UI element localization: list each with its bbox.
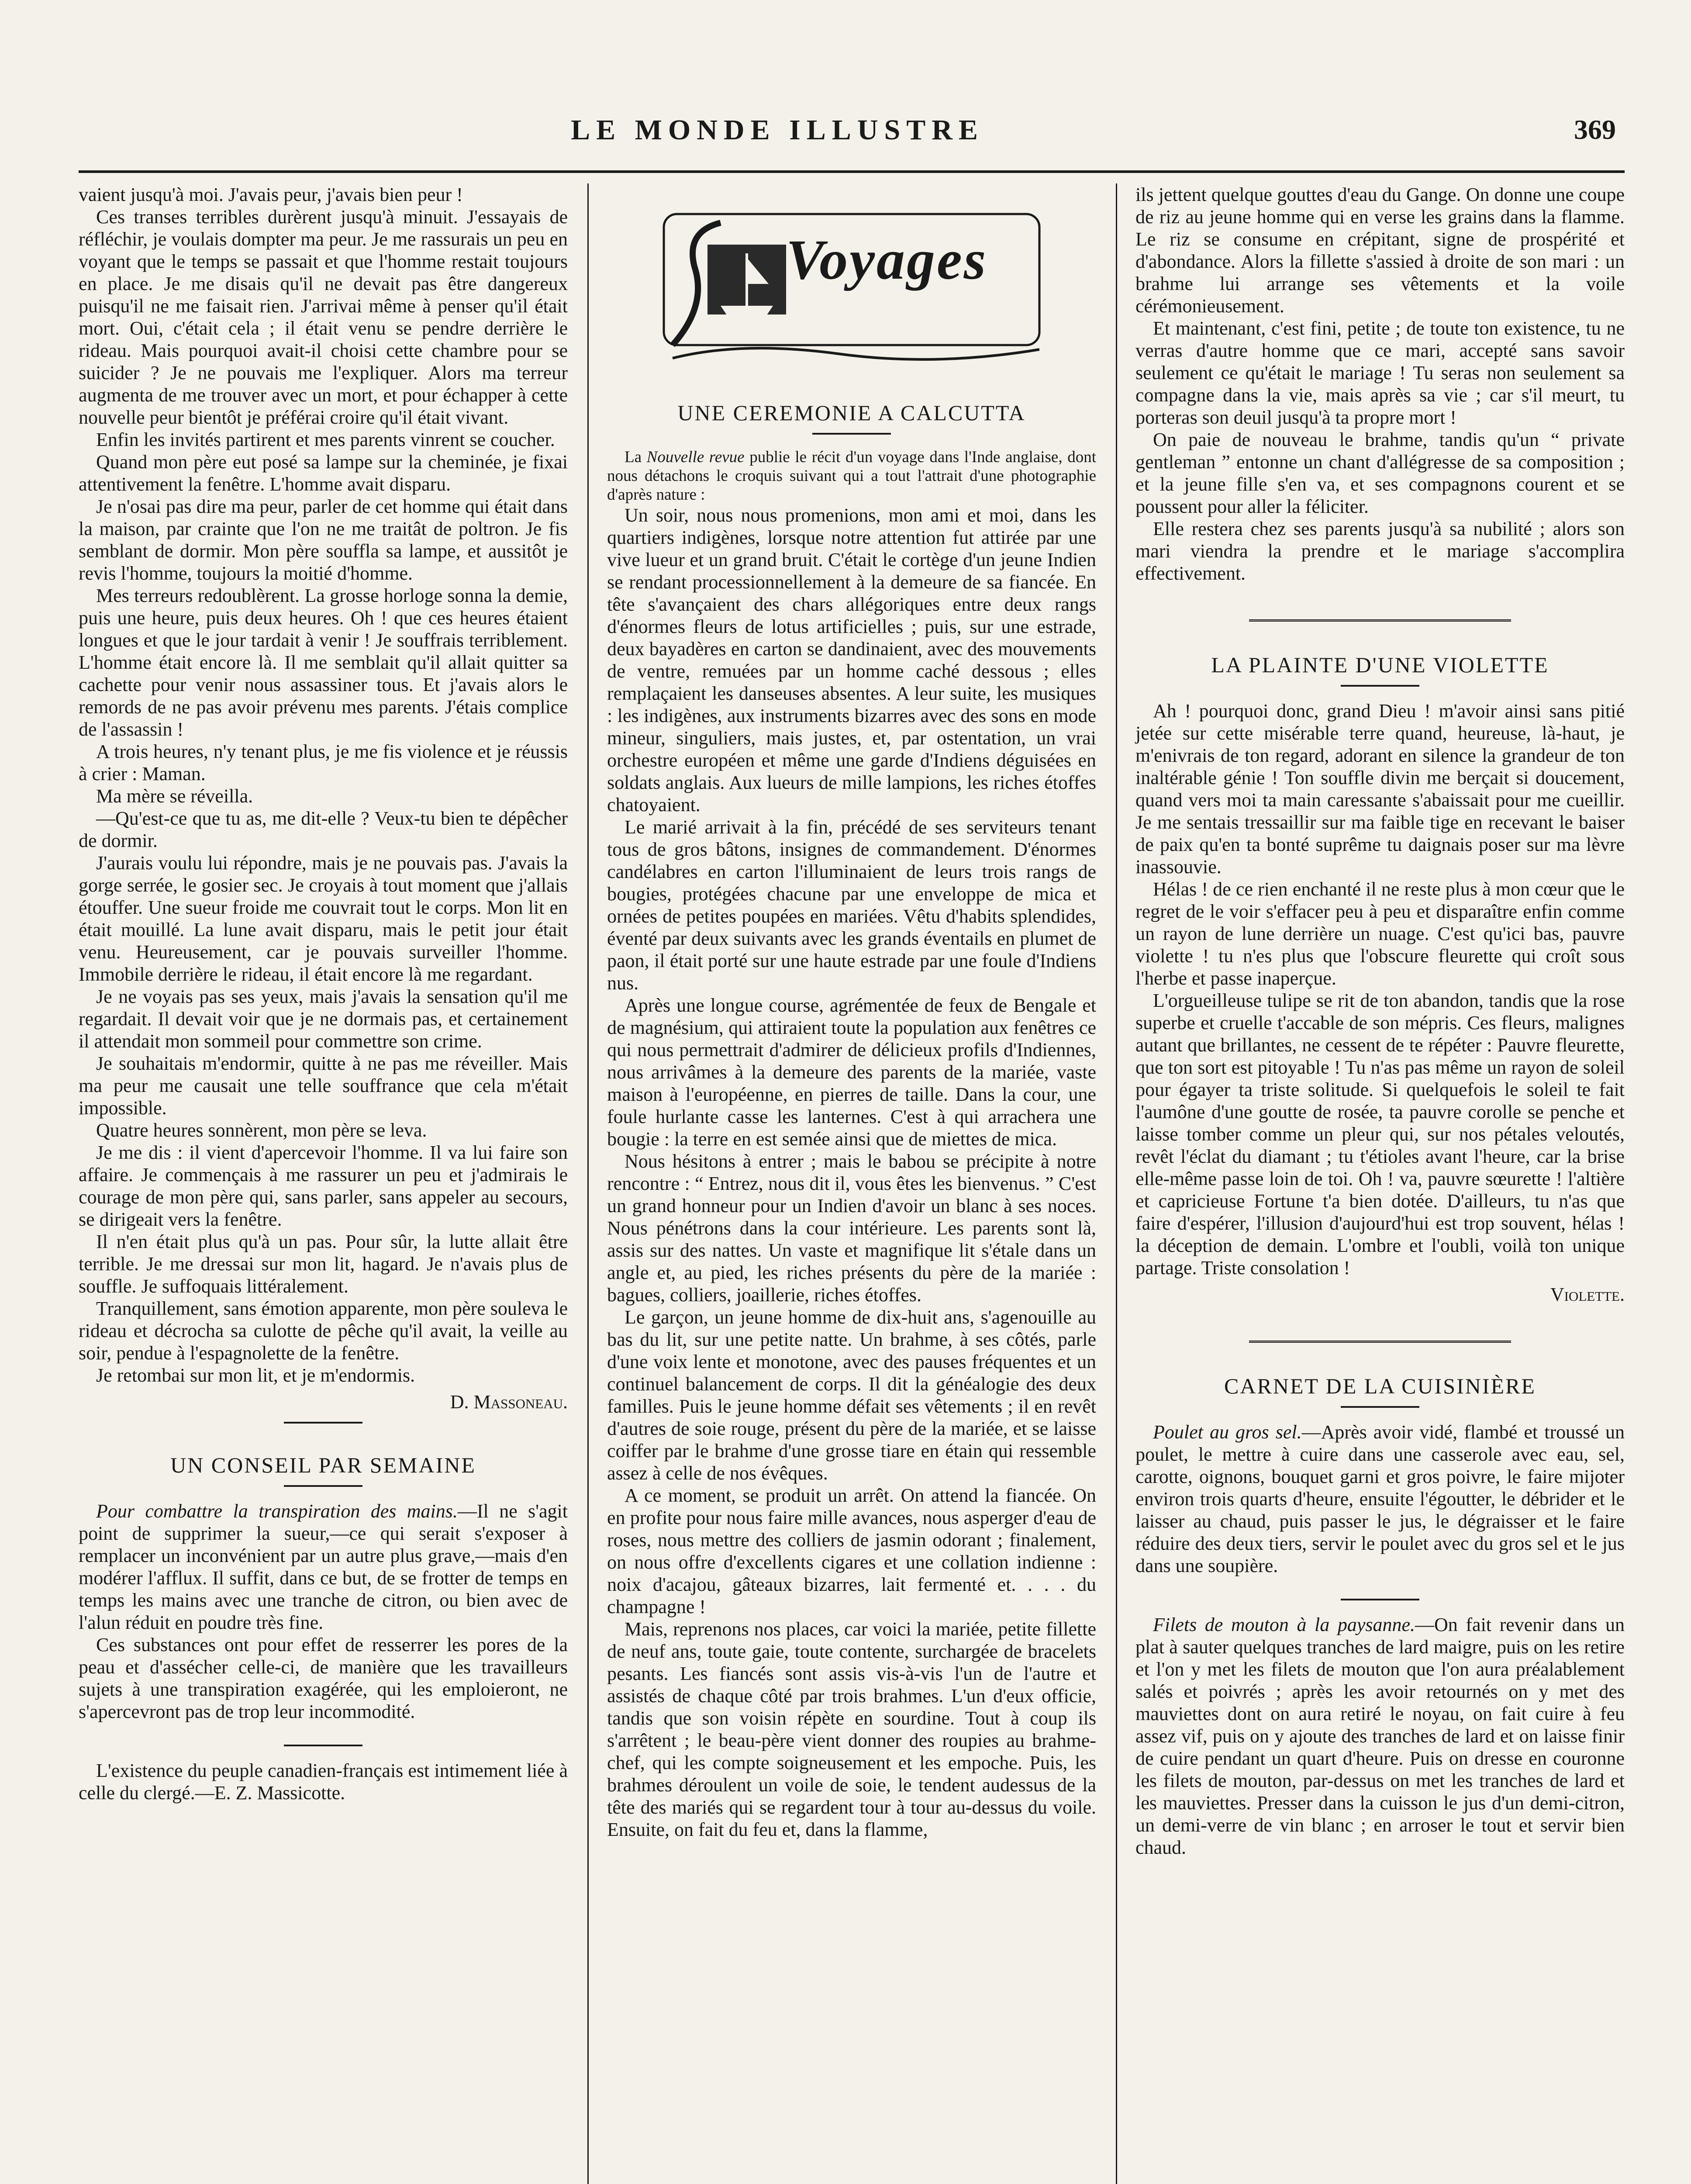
article-paragraph: Nous hésitons à entrer ; mais le babou se précipite à notre rencontre : “ Entrez, nous dit il, vous êtes les bienvenus. ” C'est un grand honneur pour un Indien d'avoir un blanc à ses noces. Nous pénétrons dans la cour intérieure. Les parents sont là, assis sur des nattes. Un vaste et magnifique lit s'étale dans un angle et, au pied, les riches présents du père de la mariée : bagues, colliers, joaillerie, riches étoffes.	[607, 1151, 1096, 1306]
column-1	[79, 183, 568, 1804]
section-rule	[812, 433, 891, 435]
publication-title: LE MONDE ILLUSTRE	[571, 114, 984, 146]
violette-paragraph: Ah ! pourquoi donc, grand Dieu ! m'avoir ainsi sans pitié jetée sur cette misérable terre quand, heureuse, là-haut, je m'enivrais de ton regard, adorant en silence la grandeur de ton inaltérable génie ! Ton souffle divin me berçait si doucement, quand vers moi ta main caressante s'abaissait pour me cueillir. Je me sentais tressaillir sur ma faible tige en recevant le baiser de paix qu'en ta bonté suprême tu daignais poser sur ma lèvre inassouvie.	[1135, 700, 1625, 878]
section-heading-conseil: UN CONSEIL PAR SEMAINE	[170, 1453, 476, 1477]
header-rule	[79, 170, 1625, 173]
author-signature: Violette.	[1550, 1284, 1625, 1305]
article-paragraph: On paie de nouveau le brahme, tandis qu'un “ private gentleman ” entonne un chant d'allégresse de sa composition ; et la jeune fille s'en va, et ses compagnons courent et se poussent pour aller la féliciter.	[1135, 429, 1625, 517]
article-paragraph: Après une longue course, agrémentée de feux de Bengale et de magnésium, qui attiraient toute la population aux fenêtres ce qui nous permettrait d'admirer de délicieux profils d'Indiennes, nous arrivâmes à la demeure des parents de la mariée, vaste maison à l'européenne, en pierres de taille. Dans la cour, une foule hurlante casse les lanternes. C'est à qui arrachera une bougie : la terre en est semée ainsi que de miettes de mica.	[607, 995, 1096, 1150]
story-paragraph: Je retombai sur mon lit, et je m'endormis.	[96, 1365, 415, 1386]
source-title: Nouvelle revue	[646, 448, 745, 466]
section-rule	[284, 1745, 362, 1746]
violette-paragraph: Hélas ! de ce rien enchanté il ne reste plus à mon cœur que le regret de le voir s'effacer peu à peu et disparaître enfin comme un rayon de lune derrière un nuage. C'est qu'ici bas, pauvre violette ! tu n'es plus que l'obscure fleurette qui croît sous l'herbe et passe inaperçue.	[1135, 878, 1625, 989]
article-paragraph: Elle restera chez ses parents jusqu'à sa nubilité ; alors son mari viendra la prendre et le mariage s'accomplira effectivement.	[1135, 518, 1625, 584]
story-paragraph: Mes terreurs redoublèrent. La grosse horloge sonna la demie, puis une heure, puis deux heures. Oh ! que ces heures étaient longues et que le jour tardait à venir ! Je souffrais terriblement. L'homme était encore là. Il me semblait qu'il allait quitter sa cachette pour venir nous assassiner tous. Et j'avais alors le remords de ne pas avoir prévenu mes parents. J'étais complice de l'assassin !	[79, 585, 568, 740]
story-paragraph: Je souhaitais m'endormir, quitte à ne pas me réveiller. Mais ma peur me causait une telle souffrance que cela m'était impossible.	[79, 1053, 568, 1119]
story-paragraph: Je me dis : il vient d'apercevoir l'homme. Il va lui faire son affaire. Je commençais à me rassurer un peu et j'admirais le courage de mon père qui, sans parler, sans appeler au secours, se dirigeait vers la fenêtre.	[79, 1142, 568, 1230]
recipe-text: —On fait revenir dans un plat à sauter quelques tranches de lard maigre, puis on les retire et l'on y met les filets de mouton que l'on aura préalablement salés et poivrés ; après les avoir retournés on y met des mauviettes dont on aura retiré le noyau, on fait cuire à feu assez vif, puis on y ajoute des tranches de lard et on laisse finir de cuire pendant un quart d'heure. Puis on dresse en couronne les filets de mouton, par-dessus on met les tranches de lard et les mauviettes. Presser dans la cuisson le jus d'un demi-citron, un demi-verre de vin blanc ; en arroser le tout et servir bien chaud.	[1135, 1614, 1625, 1858]
newspaper-page	[79, 105, 1625, 2184]
section-rule	[284, 1422, 362, 1424]
article-paragraph: Le garçon, un jeune homme de dix-huit ans, s'agenouille au bas du lit, sur une petite natte. Un brahme, à ses côtés, parle d'une voix lente et monotone, avec des pauses fréquentes et un continuel balancement de corps. Il dit la généalogie des deux familles. Puis le jeune homme défait ses vêtements ; il en revêt d'autres de soie rouge, présent du père de la mariée, et se laisse coiffer par le brahme d'une grosse tiare en étain qui ressemble assez à celle de nos évêques.	[607, 1306, 1096, 1484]
story-paragraph: Ma mère se réveilla.	[96, 785, 253, 807]
column-divider	[587, 183, 589, 2184]
column-3	[1135, 183, 1625, 1859]
logo-lettering: Voyages	[786, 228, 988, 291]
story-paragraph: Tranquillement, sans émotion apparente, mon père souleva le rideau et décrocha sa culotte de pêche qu'il avait, la veille au soir, pendue à l'espagnolette de la fenêtre.	[79, 1298, 568, 1364]
masthead	[79, 114, 1625, 162]
article-paragraph: Un soir, nous nous promenions, mon ami et moi, dans les quartiers indigènes, lorsque notre attention fut attirée par une vive lueur et un grand bruit. C'était le cortège d'un jeune Indien se rendant processionnellement à la demeure de sa fiancée. En tête s'avançaient des chars allégoriques entre deux rangs d'énormes fleurs de lotus artificielles ; puis, sur une estrade, deux bayadères en carton se dandinaient, avec des mouvements de ventre, remuées par un homme caché dessous ; elles remplaçaient les danseuses absentes. A leur suite, les musiques : les indigènes, aux instruments bizarres avec des sons en mode mineur, singuliers, mais justes, et, par ostentation, un vrai orchestre européen et même une garde d'Indiens déguisées en soldats anglais. Aux lueurs de mille lampions, les riches étoffes chatoyaient.	[607, 505, 1096, 816]
article-paragraph: Et maintenant, c'est fini, petite ; de toute ton existence, tu ne verras d'autre homme que ce mari, accepté sans savoir seulement ce qu'était le mariage ! Tu seras non seulement sa compagne dans la vie, mais après sa vie ; car s'il meurt, tu porteras son deuil jusqu'à ta propre mort !	[1135, 318, 1625, 428]
intro-text-b: publie le récit d'un voyage dans l'Inde anglaise, dont nous détachons le croquis suivant qui a tout l'attrait d'une photographie d'après nature :	[607, 448, 1097, 504]
advice-paragraph: Ces substances ont pour effet de resserrer les pores de la peau et d'assécher celle-ci, de manière que les travailleurs sujets à une transpiration exagérée, qui les emploieront, ne s'apercevront pas de trop leur incommodité.	[79, 1634, 568, 1722]
intro-text-a: La	[625, 448, 642, 466]
article-paragraph: ils jettent quelque gouttes d'eau du Gange. On donne une coupe de riz au jeune homme qui en verse les grains dans la flamme. Le riz se consume en crépitant, signe de prospérité et d'abondance. Alors la fillette s'assied à droite de son mari : un brahme lui arrange ses vêtements et la voile cérémonieusement.	[1135, 184, 1625, 317]
story-paragraph: Quand mon père eut posé sa lampe sur la cheminée, je fixai attentivement la fenêtre. L'homme avait disparu.	[79, 451, 568, 495]
voyages-logo	[655, 197, 1048, 371]
column-2	[607, 183, 1096, 1841]
quote-paragraph: L'existence du peuple canadien-français est intimement liée à celle du clergé.—E. Z. Massicotte.	[79, 1760, 568, 1804]
author-signature: D. Massoneau.	[450, 1391, 568, 1413]
story-paragraph: Il n'en était plus qu'à un pas. Pour sûr, la lutte allait être terrible. Je me dressai sur mon lit, hagard. Je n'avais plus de souffle. Je suffoquais littéralement.	[79, 1231, 568, 1297]
page-number: 369	[1574, 114, 1616, 145]
advice-text: —Il ne s'agit point de supprimer la sueur,—ce qui serait s'exposer à remplacer un inconvénient par un autre plus grave,—mais d'en modérer l'afflux. Il suffit, dans ce but, de se frotter de temps en temps les mains avec une tranche de citron, ou bien avec de l'alun réduit en poudre très fine.	[79, 1500, 568, 1633]
section-rule	[1341, 685, 1419, 687]
column-divider	[1116, 183, 1117, 2184]
article-paragraph: A ce moment, se produit un arrêt. On attend la fiancée. On en profite pour nous faire mille avances, nous asperger d'eau de roses, nous mettre des colliers de jasmin odorant ; finalement, on nous offre d'excellents cigares et une collation indienne : noix d'acajou, gâteaux bizarres, lait fermenté et. . . . du champagne !	[607, 1485, 1096, 1617]
article-paragraph: Le marié arrivait à la fin, précédé de ses serviteurs tenant tous de gros bâtons, insignes de commandement. D'énormes candélabres en carton l'illuminaient de leurs trois rangs de bougies, protégées chacune par une enveloppe de mica et ornées de petites poupées en mariées. Vêtu d'habits splendides, éventé par deux suivants avec les grands éventails en plumet de paon, il était porté sur une haute estrade par une foule d'Indiens nus.	[607, 816, 1096, 994]
section-rule	[1341, 1406, 1419, 1408]
story-paragraph: A trois heures, n'y tenant plus, je me fis violence et je réussis à crier : Maman.	[79, 741, 568, 784]
recipe-title: Poulet au gros sel.	[1153, 1421, 1302, 1443]
section-rule	[284, 1485, 362, 1487]
article-paragraph: Mais, reprenons nos places, car voici la mariée, petite fillette de neuf ans, toute gaie, toute contente, surchargée de bracelets pesants. Les fiancés sont assis vis-à-vis l'un de l'autre et assistés de chaque côté par trois brahmes. L'un d'eux officie, tandis que son voisin répète en sourdine. Tout à coup ils s'arrêtent ; le beau-père vient donner des roupies au brahme-chef, qui les compte soigneusement et les empoche. Puis, les brahmes déroulent un voile de soie, le tendent audessus de la tête des mariés qui se regardent tour à tour au-dessus du voile. Ensuite, on fait du feu et, dans la flamme,	[607, 1618, 1096, 1840]
violette-paragraph: L'orgueilleuse tulipe se rit de ton abandon, tandis que la rose superbe et cruelle t'accable de son mépris. Ces fleurs, malignes autant que brillantes, ne cessent de te répéter : Pauvre fleurette, que ton sort est pitoyable ! Tu n'as pas même un rayon de soleil pour égayer ta triste solitude. Si quelquefois le soleil te fait l'aumône d'une goutte de rosée, ta pauvre corolle se penche et laisse tomber comme un pleur qui, sur nos pétales veloutés, revêt l'éclat du diamant ; tu t'étioles avant l'heure, car la brise elle-même passe loin de toi. Oh ! va, pauvre sœurette ! l'altière et capricieuse Fortune t'a bien dotée. D'ailleurs, tu n'as que faire d'espérer, l'illusion d'aujourd'hui est trop souvent, hélas ! la déception de demain. L'ombre et l'oubli, voilà ton unique partage. Triste consolation !	[1135, 990, 1625, 1279]
section-heading-ceremonie: UNE CEREMONIE A CALCUTTA	[677, 401, 1026, 425]
story-paragraph: Enfin les invités partirent et mes parents vinrent se coucher.	[96, 429, 555, 450]
section-heading-carnet: CARNET DE LA CUISINIÈRE	[1224, 1374, 1536, 1398]
ornamental-rule	[1249, 1341, 1511, 1344]
story-paragraph: Ces transes terribles durèrent jusqu'à minuit. J'essayais de réfléchir, je voulais dompter ma peur. Je me rassurais un peu en voyant que le temps se passait et que l'homme restait toujours en place. Je me disais qu'il ne devait pas être dangereux puisqu'il ne me faisait rien. J'arrivai même à penser qu'il était mort. Oui, c'était cela ; il était venu se pendre derrière le rideau. Mais pourquoi avait-il choisi cette chambre pour se suicider ? Je ne pouvais me l'expliquer. Alors ma terreur augmenta de me trouver avec un mort, et pour échapper à cette nouvelle peur bientôt je préférai croire qu'il était vivant.	[79, 206, 568, 428]
story-paragraph: vaient jusqu'à moi. J'avais peur, j'avais bien peur !	[79, 184, 463, 205]
story-paragraph: Quatre heures sonnèrent, mon père se leva.	[96, 1120, 427, 1141]
ornamental-rule	[1249, 619, 1511, 623]
advice-lead: Pour combattre la transpiration des mains.	[96, 1500, 458, 1522]
recipe-title: Filets de mouton à la paysanne.	[1153, 1614, 1415, 1635]
story-paragraph: Je n'osai pas dire ma peur, parler de cet homme qui était dans la maison, par crainte que l'on ne me traitât de poltron. Je fis semblant de dormir. Mon père souffla sa lampe, et aussitôt je revis l'homme, toujours la moitié d'homme.	[79, 496, 568, 584]
story-paragraph: Je ne voyais pas ses yeux, mais j'avais la sensation qu'il me regardait. Il devait voir que je ne dormais pas, et certainement il attendait mon sommeil pour commettre son crime.	[79, 986, 568, 1052]
section-heading-violette: LA PLAINTE D'UNE VIOLETTE	[1211, 653, 1549, 677]
section-rule	[1341, 1599, 1419, 1600]
story-paragraph: J'aurais voulu lui répondre, mais je ne pouvais pas. J'avais la gorge serrée, le gosier sec. Je croyais à tout moment que j'allais étouffer. Une sueur froide me couvrait tout le corps. Mon lit en était mouillé. La lune avait disparu, mais le petit jour était venu. Heureusement, car je pouvais surveiller l'homme. Immobile derrière le rideau, il était encore là me regardant.	[79, 852, 568, 985]
intro-note	[607, 448, 1096, 504]
recipe-text: —Après avoir vidé, flambé et troussé un poulet, le mettre à cuire dans une casserole avec eau, sel, carotte, oignons, bouquet garni et gros poivre, le faire mijoter environ trois quarts d'heure, ensuite l'égoutter, le débrider et le laisser au chaud, puis passer le jus, le dégraisser et le faire réduire des deux tiers, servir le poulet avec du gros sel et le jus dans une soupière.	[1135, 1421, 1625, 1576]
story-paragraph: —Qu'est-ce que tu as, me dit-elle ? Veux-tu bien te dépêcher de dormir.	[79, 808, 568, 851]
